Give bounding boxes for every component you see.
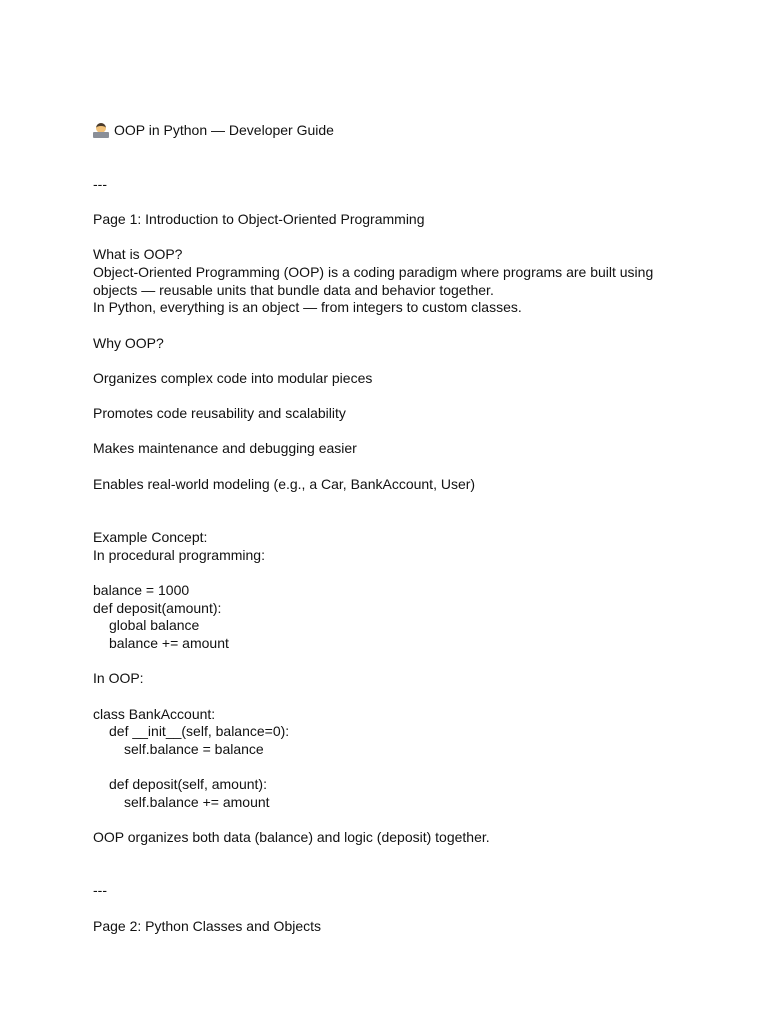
why-list-item: Promotes code reusability and scalability [93, 405, 346, 421]
code-line: self.balance = balance [124, 741, 264, 757]
separator: --- [93, 176, 107, 192]
what-paragraph-line: In Python, everything is an object — from integers to custom classes. [93, 299, 522, 315]
doc-title-row [93, 121, 334, 139]
why-heading: Why OOP? [93, 335, 164, 351]
code-line: def __init__(self, balance=0): [109, 723, 290, 739]
code-line: def deposit(amount): [93, 600, 222, 616]
what-paragraph-line: Object-Oriented Programming (OOP) is a coding paradigm where programs are built using [93, 264, 654, 280]
doc-title: OOP in Python — Developer Guide [114, 122, 334, 138]
page2-heading: Page 2: Python Classes and Objects [93, 918, 322, 934]
summary-text: OOP organizes both data (balance) and logic (deposit) together. [93, 829, 490, 845]
page1-heading: Page 1: Introduction to Object-Oriented Programming [93, 211, 425, 227]
separator: --- [93, 882, 107, 898]
example-heading: Example Concept: [93, 529, 208, 545]
code-line: def deposit(self, amount): [109, 776, 267, 792]
oop-label: In OOP: [93, 670, 144, 686]
code-line: balance += amount [109, 635, 229, 651]
code-line: class BankAccount: [93, 706, 216, 722]
why-list-item: Makes maintenance and debugging easier [93, 440, 357, 456]
why-list-item: Organizes complex code into modular pieces [93, 370, 373, 386]
what-heading: What is OOP? [93, 246, 183, 262]
code-line: balance = 1000 [93, 582, 190, 598]
why-list-item: Enables real-world modeling (e.g., a Car, BankAccount, User) [93, 476, 476, 492]
code-line: global balance [109, 617, 200, 633]
procedural-label: In procedural programming: [93, 547, 265, 563]
what-paragraph-line: objects — reusable units that bundle data and behavior together. [93, 282, 494, 298]
technologist-emoji-icon [93, 122, 109, 138]
code-line: self.balance += amount [124, 794, 270, 810]
